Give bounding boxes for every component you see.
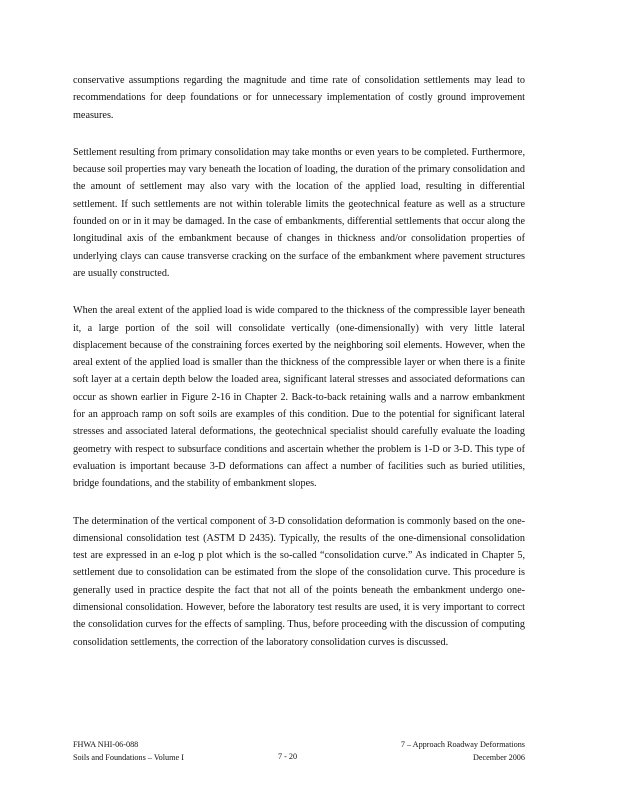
footer-right	[401, 739, 525, 764]
footer-chapter-title: 7 – Approach Roadway Deformations	[400, 740, 525, 749]
paragraph-4: The determination of the vertical component of 3-D consolidation deformation is commonly based on the one-dimensional consolidation test (ASTM D 2435). Typically, the results of the one-dimensional consolidation test are expressed in an e-log p plot which is the so-called “consolidation curve.” As indicated in Chapter 5, settlement due to consolidation can be estimated from the slope of the consolidation curve. This procedure is generally used in practice despite the fact that not all of the points beneath the embankment undergo one-dimensional consolidation. However, before the laboratory test results are used, it is very important to correct the consolidation curves for the effects of sampling. Thus, before proceeding with the discussion of computing consolidation settlements, the correction of the laboratory consolidation curves is discussed.	[73, 515, 525, 648]
page-footer	[73, 739, 525, 769]
paragraph-1: conservative assumptions regarding the magnitude and time rate of consolidation settlements may lead to recommendations for deep foundations or for unnecessary implementation of costly ground improvement measures.	[73, 75, 525, 121]
footer-date: December 2006	[472, 752, 525, 762]
paragraph-3: When the areal extent of the applied load is wide compared to the thickness of the compressible layer beneath it, a large portion of the soil will consolidate vertically (one-dimensionally) with very little lateral displacement because of the constraining forces exerted by the neighboring soil elements. However, when the areal extent of the applied load is smaller than the thickness of the compressible layer or when there is a finite soft layer at a certain depth below the loaded area, significant lateral stresses and associated deformations can occur as shown earlier in Figure 2-16 in Chapter 2. Back-to-back retaining walls and a narrow embankment for an approach ramp on soft soils are examples of this condition. Due to the potential for significant lateral stresses and associated lateral deformations, the geotechnical specialist should carefully evaluate the loading geometry with respect to subsurface conditions and ascertain whether the problem is 1-D or 3-D. This type of evaluation is important because 3-D deformations can affect a number of facilities such as buried utilities, bridge foundations, and the stability of embankment slopes.	[73, 305, 525, 490]
footer-left	[73, 739, 184, 764]
footer-publication-id: FHWA NHI-06-088	[73, 740, 139, 749]
body-text	[73, 72, 525, 671]
footer-page-number: 7 - 20	[278, 752, 298, 761]
paragraph-2: Settlement resulting from primary consolidation may take months or even years to be completed. Furthermore, because soil properties may vary beneath the location of loading, the duration of the primary consolidation and the amount of settlement may also vary with the location of the applied load, resulting in differential settlement. If such settlements are not within tolerable limits the geotechnical feature as well as a structure founded on or in it may be damaged. In the case of embankments, differential settlements that occur along the longitudinal axis of the embankment because of changes in thickness and/or consolidation properties of underlying clays can cause transverse cracking on the surface of the embankment where pavement structures are usually constructed.	[73, 146, 525, 279]
footer-document-title: Soils and Foundations – Volume I	[73, 752, 184, 762]
